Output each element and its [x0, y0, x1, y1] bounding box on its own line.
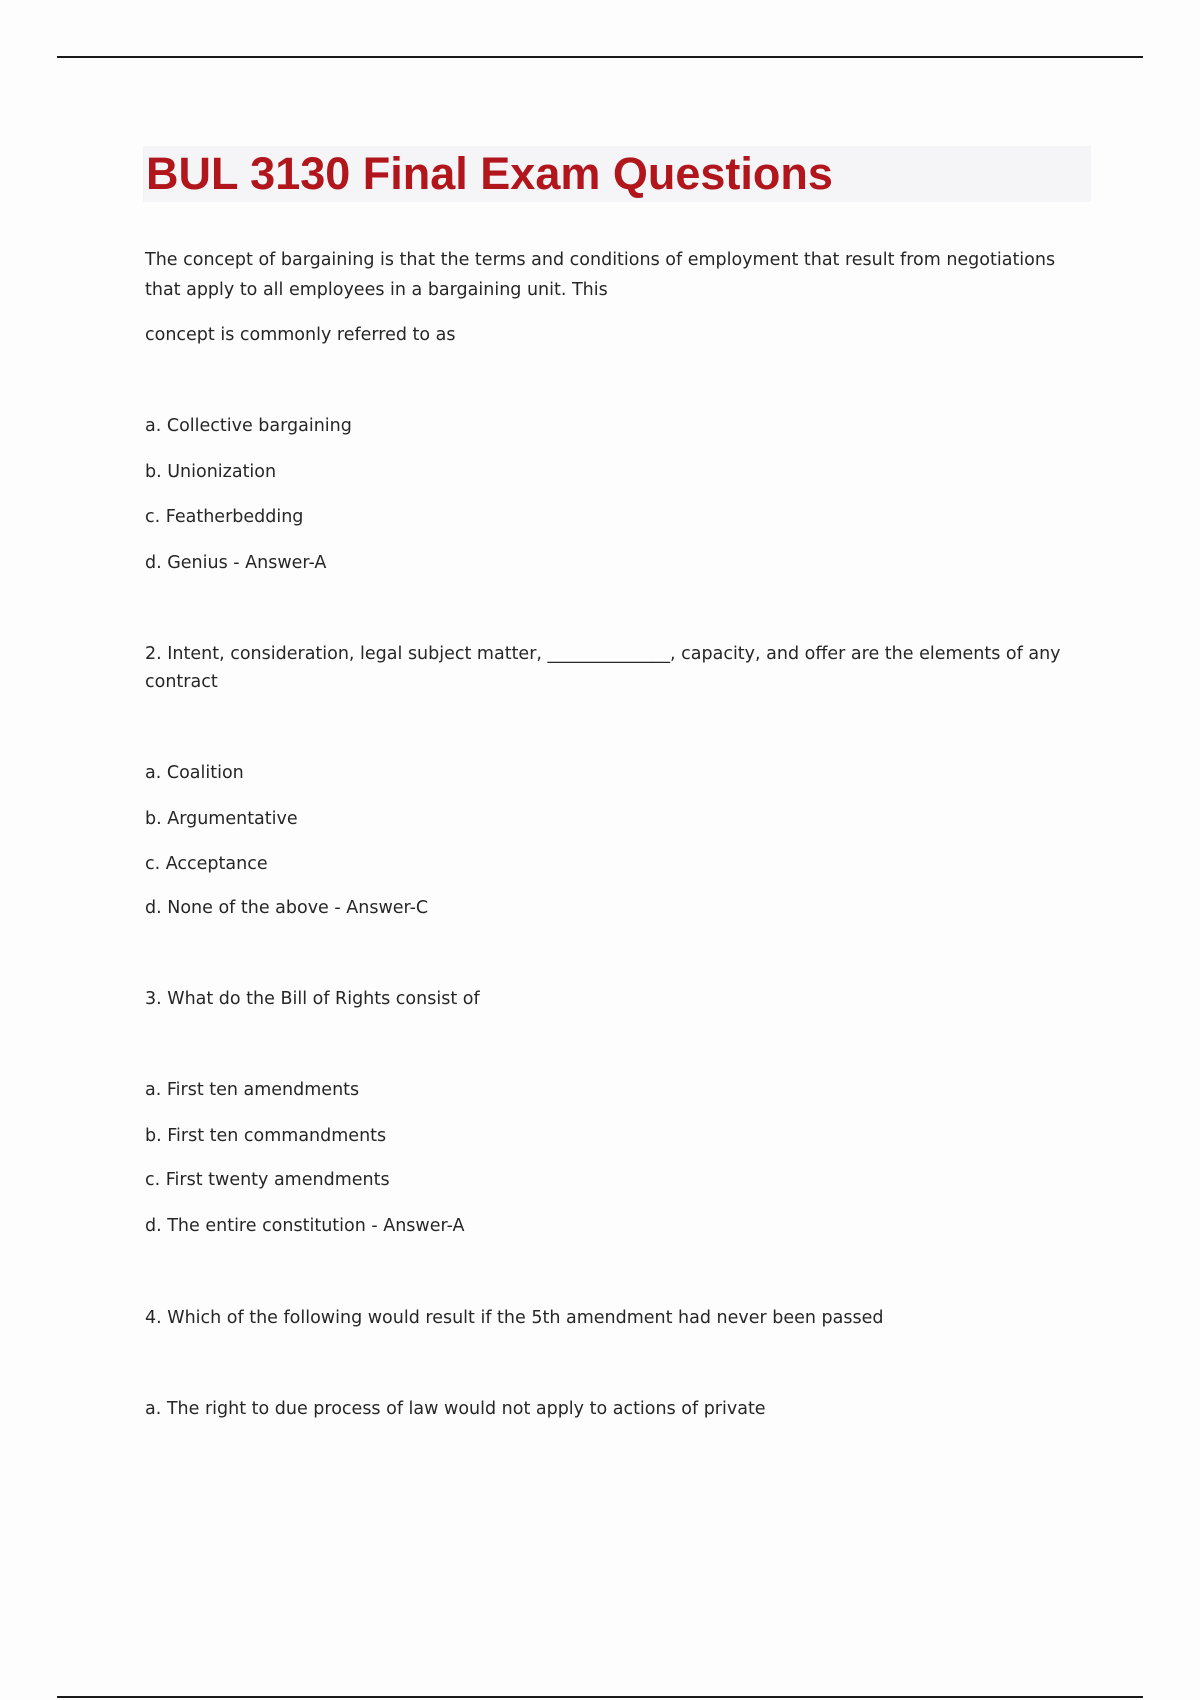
question-4-option-a: a. The right to due process of law would not apply to actions of private	[145, 1399, 766, 1419]
document-title: BUL 3130 Final Exam Questions	[146, 148, 833, 199]
question-1-option-a: a. Collective bargaining	[145, 416, 352, 436]
footer-rule	[57, 1696, 1143, 1698]
question-2-option-c: c. Acceptance	[145, 854, 268, 874]
question-1-option-d-answer: d. Genius - Answer-A	[145, 553, 327, 573]
question-1-option-b: b. Unionization	[145, 462, 277, 482]
question-3-option-a: a. First ten amendments	[145, 1080, 360, 1100]
question-2-option-b: b. Argumentative	[145, 809, 298, 829]
question-2-option-a: a. Coalition	[145, 763, 244, 783]
question-3-option-d-answer: d. The entire constitution - Answer-A	[145, 1216, 465, 1236]
question-1-option-c: c. Featherbedding	[145, 507, 304, 527]
question-3-option-b: b. First ten commandments	[145, 1126, 387, 1146]
question-2-option-d-answer: d. None of the above - Answer-C	[145, 898, 429, 918]
question-4-text: 4. Which of the following would result if the 5th amendment had never been passed	[145, 1308, 884, 1328]
header-rule	[57, 56, 1143, 58]
question-1-text-line-2: that apply to all employees in a bargaining unit. This	[145, 280, 608, 300]
question-1-text-line-1: The concept of bargaining is that the terms and conditions of employment that result from negotiations	[145, 250, 1056, 270]
question-2-text-line-2: contract	[145, 672, 218, 692]
question-3-text: 3. What do the Bill of Rights consist of	[145, 989, 480, 1009]
question-2-text-line-1: 2. Intent, consideration, legal subject matter, ______________, capacity, and offer are the elements of any	[145, 644, 1061, 664]
question-3-option-c: c. First twenty amendments	[145, 1170, 390, 1190]
question-1-text-line-3: concept is commonly referred to as	[145, 325, 456, 345]
